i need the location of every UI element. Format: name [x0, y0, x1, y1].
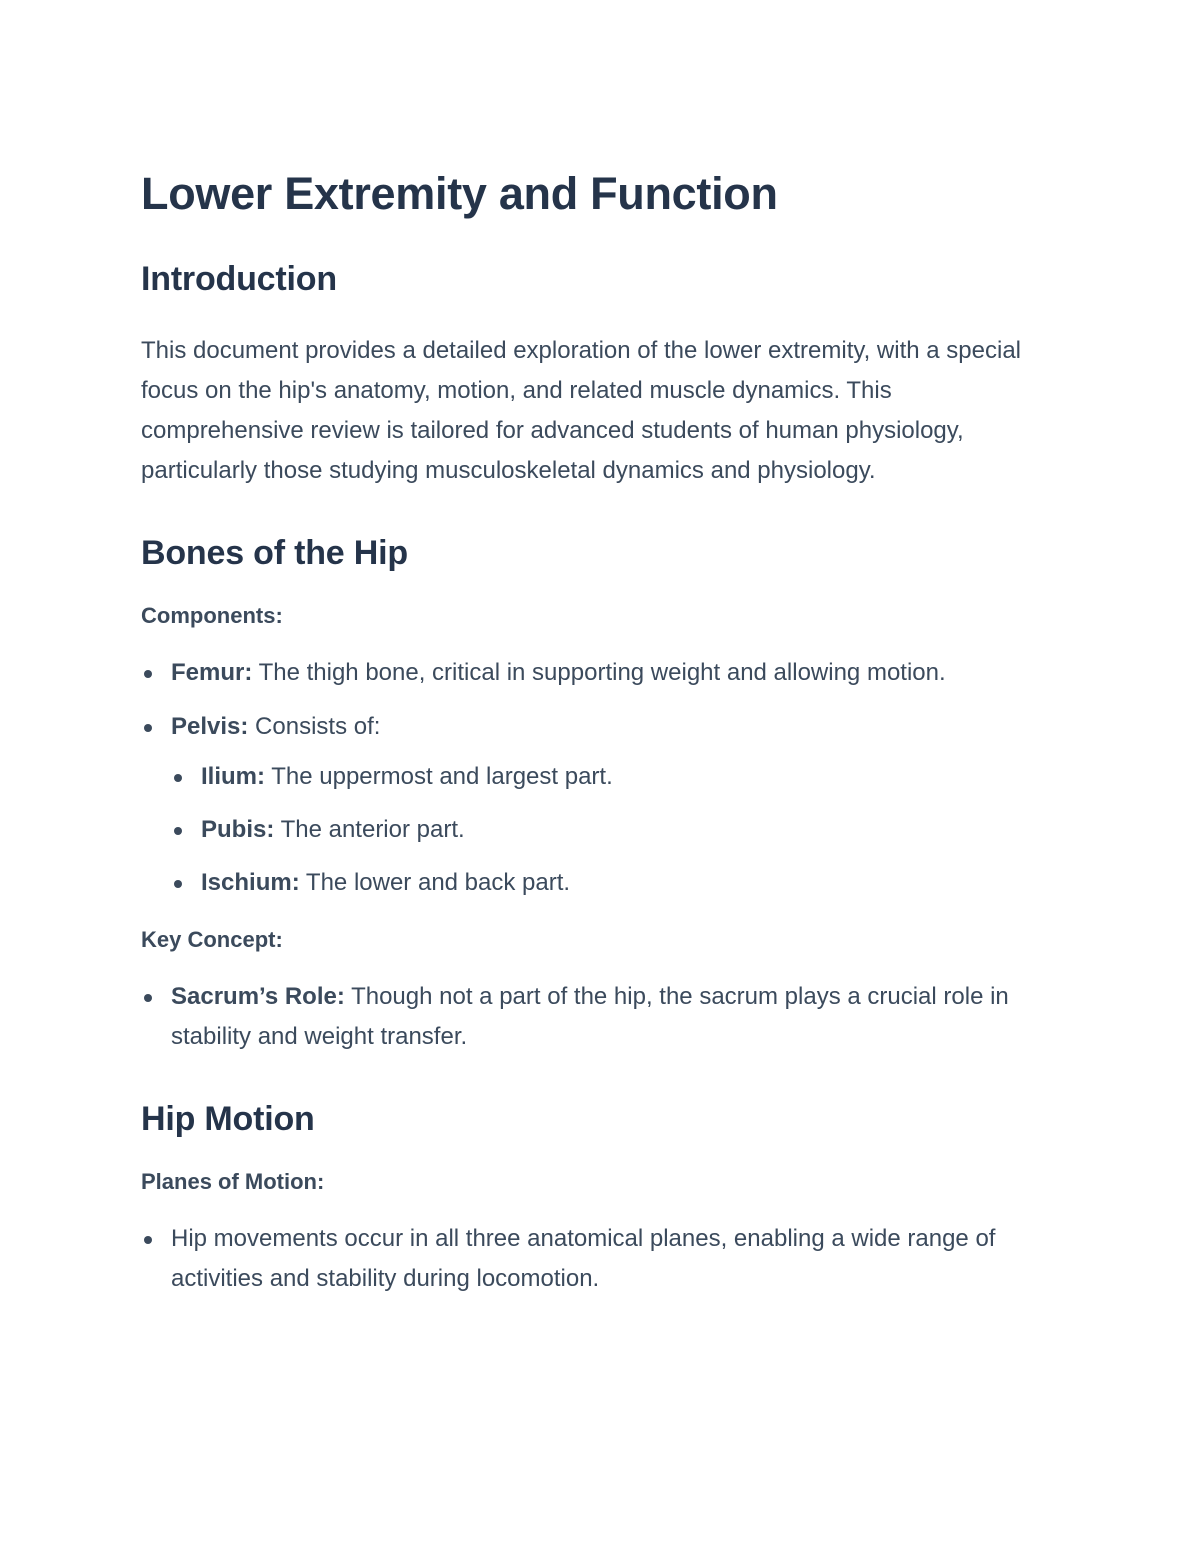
- list-item-ilium: [171, 757, 1061, 797]
- desc-sacrum: Though not a part of the hip, the sacrum plays a crucial role in stability and weight transfer.: [171, 983, 1009, 1050]
- desc-pubis: The anterior part.: [274, 816, 465, 843]
- term-ilium: Ilium:: [201, 763, 265, 790]
- term-pubis: Pubis:: [201, 816, 275, 843]
- term-sacrum: Sacrum’s Role:: [171, 983, 345, 1010]
- key-concept-list: [141, 977, 1061, 1057]
- section-heading-bones-of-the-hip: Bones of the Hip: [141, 534, 408, 572]
- desc-ischium: The lower and back part.: [299, 869, 571, 896]
- key-concept-label: Key Concept:: [141, 927, 283, 952]
- document-page: [141, 165, 1061, 1313]
- term-ischium: Ischium:: [201, 869, 300, 896]
- list-item-pelvis: [141, 707, 1061, 903]
- list-item-sacrum: [141, 977, 1061, 1057]
- term-pelvis: Pelvis:: [171, 713, 249, 740]
- planes-of-motion-label: Planes of Motion:: [141, 1169, 325, 1194]
- document-title: Lower Extremity and Function: [141, 168, 778, 219]
- components-list: [141, 653, 1061, 903]
- list-item-ischium: [171, 863, 1061, 903]
- list-item-pubis: [171, 810, 1061, 850]
- desc-ilium: The uppermost and largest part.: [265, 763, 613, 790]
- list-item-planes: Hip movements occur in all three anatomical planes, enabling a wide range of activities and stability during locomotion.: [141, 1219, 1061, 1299]
- introduction-paragraph: This document provides a detailed exploration of the lower extremity, with a special focus on the hip's anatomy, motion, and related muscle dynamics. This comprehensive review is tailored for advanced students of human physiology, particularly those studying musculoskeletal dynamics and physiology.: [141, 337, 1021, 484]
- desc-femur: The thigh bone, critical in supporting weight and allowing motion.: [252, 659, 946, 686]
- term-femur: Femur:: [171, 659, 253, 686]
- planes-of-motion-list: [141, 1219, 1061, 1299]
- components-label: Components:: [141, 603, 283, 628]
- list-item-femur: [141, 653, 1061, 693]
- desc-pelvis: Consists of:: [248, 713, 381, 740]
- section-heading-hip-motion: Hip Motion: [141, 1100, 315, 1138]
- pelvis-parts-list: [171, 757, 1061, 903]
- section-heading-introduction: Introduction: [141, 260, 337, 298]
